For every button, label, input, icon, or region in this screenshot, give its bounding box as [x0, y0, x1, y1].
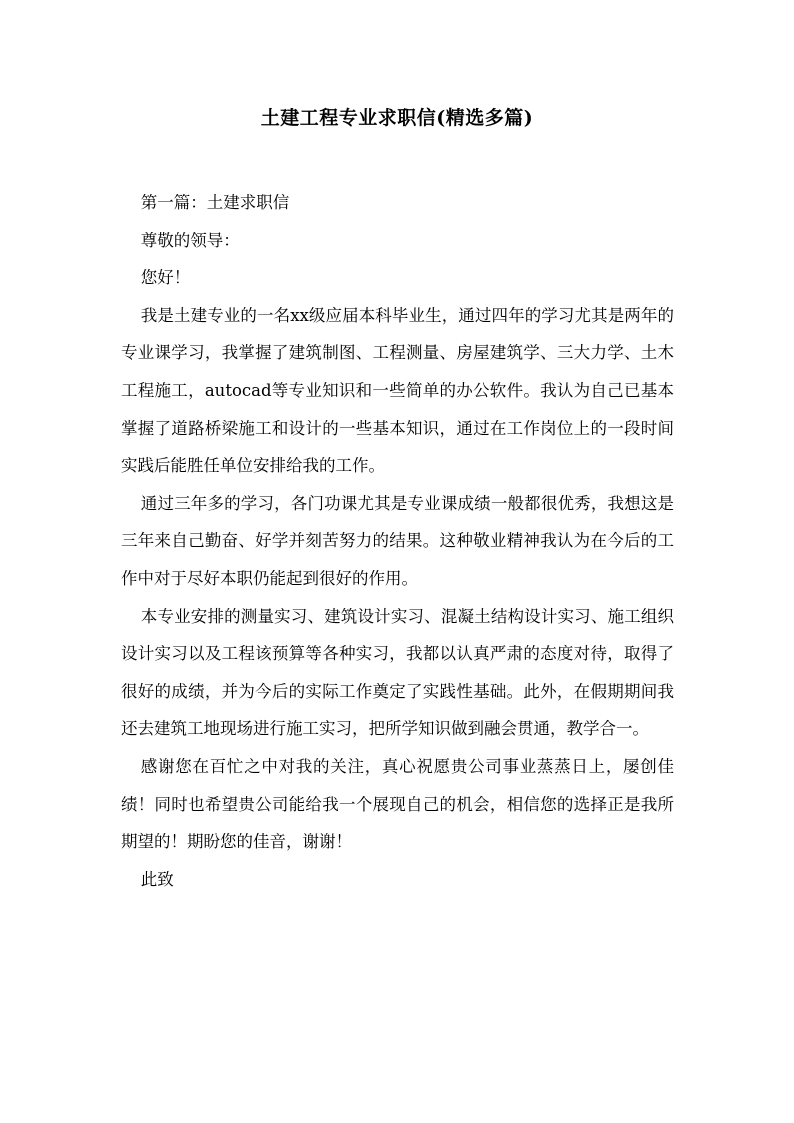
greeting: 您好！ — [140, 268, 191, 288]
closing: 此致 — [140, 869, 174, 889]
salutation: 尊敬的领导： — [140, 230, 240, 250]
document-body — [121, 184, 674, 898]
body-paragraph: 通过三年多的学习，各门功课尤其是专业课成绩一般都很优秀，我想这是三年来自己勤奋、好学并刻苦努力的结果。这种敬业精神我认为在今后的工作中对于尽好本职仍能起到很好的作用。 — [121, 493, 674, 588]
document-title: 土建工程专业求职信(精选多篇) — [260, 107, 534, 129]
body-paragraph: 感谢您在百忙之中对我的关注，真心祝愿贵公司事业蒸蒸日上，屡创佳绩！同时也希望贵公司能给我一个展现自己的机会，相信您的选择正是我所期望的！期盼您的佳音，谢谢！ — [121, 756, 674, 852]
body-paragraph: 我是土建专业的一名xx级应届本科毕业生，通过四年的学习尤其是两年的专业课学习，我掌握了建筑制图、工程测量、房屋建筑学、三大力学、土木工程施工，autocad等专业知识和一些简单的办公软件。我认为自己已基本掌握了道路桥梁施工和设计的一些基本知识，通过在工作岗位上的一段时间实践后能胜任单位安排给我的工作。 — [121, 305, 674, 476]
section-heading: 第一篇：土建求职信 — [140, 193, 290, 212]
body-paragraph: 本专业安排的测量实习、建筑设计实习、混凝土结构设计实习、施工组织设计实习以及工程该预算等各种实习，我都以认真严肃的态度对待，取得了很好的成绩，并为今后的实际工作奠定了实践性基础。此外，在假期期间我还去建筑工地现场进行施工实习，把所学知识做到融会贯通，教学合一。 — [121, 606, 674, 739]
